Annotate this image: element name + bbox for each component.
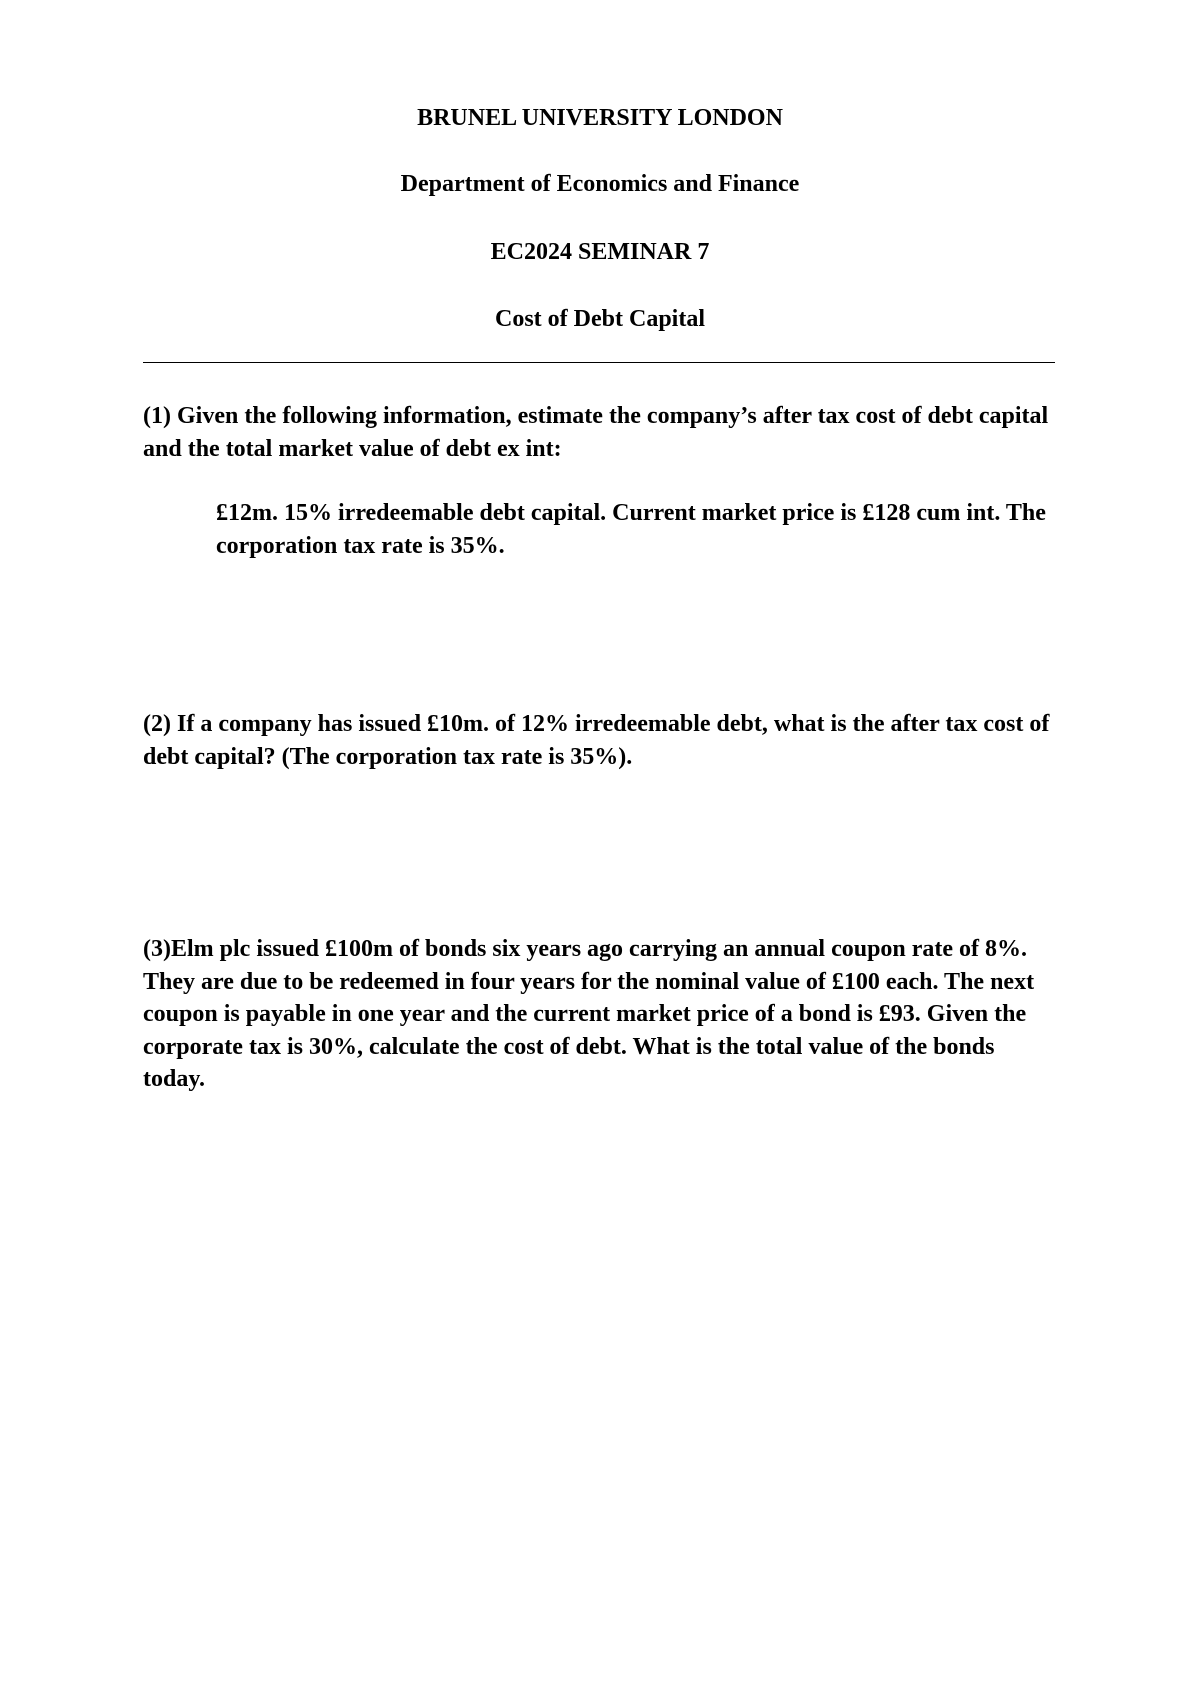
question-3-prompt: (3)Elm plc issued £100m of bonds six years ago carrying an annual coupon rate of 8%. They are due to be redeemed in four years for the nominal value of £100 each. The next coupon is payable in one year and the current market price of a bond is £93. Given the corporate tax is 30%, calculate the cost of debt. What is the total value of the bonds today. [143,936,1035,1092]
topic-title: Cost of Debt Capital [495,306,705,332]
header-divider [143,362,1055,363]
question-1-detail: £12m. 15% irredeemable debt capital. Current market price is £128 cum int. The corporation tax rate is 35%. [216,500,1046,559]
department-title: Department of Economics and Finance [400,171,800,197]
question-2-prompt: (2) If a company has issued £10m. of 12% irredeemable debt, what is the after tax cost of debt capital? (The corporation tax rate is 35%). [143,711,1050,770]
seminar-title: EC2024 SEMINAR 7 [490,239,710,265]
university-title: BRUNEL UNIVERSITY LONDON [417,105,783,131]
question-1-prompt: (1) Given the following information, estimate the company’s after tax cost of debt capital and the total market value of debt ex int: [143,403,1049,462]
